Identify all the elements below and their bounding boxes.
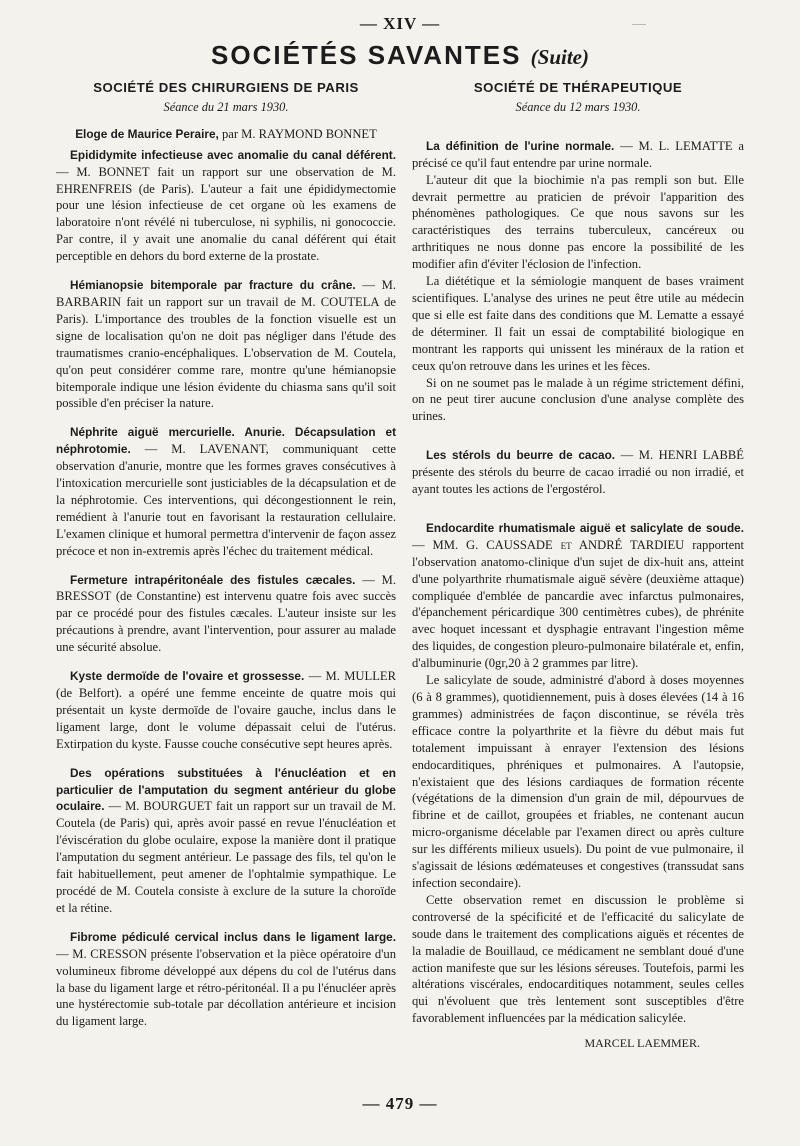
article-text: fait un rapport sur un travail de M. Coutela (de Paris) qui, après avoir passé en revue l'énucléation et l'éviscération du globe oculaire, expose la manière dont il pratique l'amputation du segment antérieur. Le passage des fils, tel qu'on le fait habituellement, peut amener de l'ophtalmie sympathique. Le procédé de M. Coutela consiste à exclure de la suture la choroïde et la rétine. [56,799,396,915]
article-sterols [412,447,744,498]
article-item [56,572,396,657]
article-text: a précisé ce qu'il faut entendre par urine normale. [412,138,744,170]
article-author: — M. BARBARIN [56,278,396,309]
article-text: fait un rapport sur un travail de M. COUTELA de Paris). L'importance des troubles de la fonction visuelle est un signe de localisation qu'on ne doit pas négliger dans l'étude des traumatismes cranio-encéphaliques. L'observation de M. Coutela, qu'on peut considérer comme rare, montre qu'une hémianopsie bitemporale indique une lésion évidente du chiasma sans qu'il soit possible d'en préciser la nature. [56,294,396,411]
article-author: — M. BONNET [56,164,150,179]
eloge-line [56,126,396,143]
signature: MARCEL LAEMMER. [584,1036,700,1051]
article-item [56,668,396,753]
paragraph: Cette observation remet en discussion le problème si controversé de la spécificité et de l'efficacité du salicylate de soude dans le traitement des complications aiguës et récentes de la maladie de Bouillaud, ce médicament ne semblant doué d'une action manifeste que sur les lésions séreuses. Toutefois, parmi les altérations viscérales, endocarditiques notamment, seules celles qui n'évoluent que très lentement sont susceptibles d'être favorablement influencées par la médication salicylée. [412,892,744,1026]
paragraph: La diététique et la sémiologie manquent de bases vraiment scientifiques. L'analyse des urines ne peut être utile au médecin que si elle est faite dans des conditions que M. Lematte a essayé de déterminer. Il fait un essai de comptabilité biologique en montrant les rapports qui unissent les minéraux de la ration et ceux qu'on retrouve dans les urines et les fèces. [412,274,744,373]
article-endocardite [412,520,744,672]
article-author: — M. CRESSON [56,946,147,961]
page-title [0,40,800,71]
article-head: Fermeture intrapéritonéale des fistules cæcales. [70,572,356,587]
margin-mark [632,24,646,25]
article-text: (de Constantine) est intervenu quatre fois avec succès par ce procédé pour des fistules cæcales. L'auteur insiste sur les précautions à prendre, avant l'intervention, pour assurer au malade une sécurité absolue. [56,589,396,655]
article-text: présente l'observation et la pièce opératoire d'un volumineux fibrome développé aux dépens du col de l'utérus dans la base du ligament large et rétro-péritonéal. Il a pu l'énucléer après une hystérectomie sub-totale par décollation antérieure et incision du ligament large. [56,946,396,1029]
eloge-head: Eloge de Maurice Peraire, [75,126,219,141]
article-text: rapportent l'observation anatomo-clinique d'un sujet de dix-huit ans, atteint d'une polyarthrite rhumatismale aiguë sévère (deuxième attaque) compliquée d'emblée de pancardie avec infarctus pulmonaires, d'épanchement péricardique 300 centimètres cubes), de phrénite avec hoquet incessant et dysphagie entravant l'ingestion même des liquides, de congestion pleuro-pulmonaire bilatérale et, enfin, d'albuminurie (0gr,20 à 2 grammes par litre). [412,537,744,671]
article-head: Endocardite rhumatismale aiguë et salicylate de soude. [426,520,744,535]
article-head: Epididymite infectieuse avec anomalie du canal déférent. [70,147,396,162]
article-author: — M. MULLER [308,669,396,684]
article-text: fait un rapport sur une observation de M. EHRENFREIS (de Paris). L'auteur a fait une épididymectomie pour une lésion infectieuse de cet organe où les examens de laboratoire n'ont révélé ni tuberculose, ni syphilis, ni gonococcie. Par contre, il y avait une anomalie du canal déférent qui était perceptible en dehors du bord externe de la prostate. [56,164,396,264]
roman-page-number: — XIV — [359,14,441,33]
article-urine [412,138,744,172]
article-author: — M. HENRI LABBÉ [620,448,744,463]
article-text: présente des stérols du beurre de cacao irradié ou non irradié, et ayant toutes les actions de l'ergostérol. [412,465,744,497]
article-item [56,147,396,265]
title-text: SOCIÉTÉS SAVANTES [211,40,522,70]
article-item [56,765,396,917]
article-head: Hémianopsie bitemporale par fracture du crâne. [70,278,356,293]
seance-date-left: Séance du 21 mars 1930. [163,99,289,114]
article-author: — M. BOURGUET [108,799,212,814]
article-item [56,277,396,412]
article-text: communiquant cette observation d'anurie, montre que les formes graves consécutives à l'intoxication mercurielle sont justiciables de la décapsulation et de la néphrotomie. Ces interventions, qui décongestionnent le rein, remédient à l'anurie tout en favorisant la restauration cellulaire. L'examen clinique et humoral permettra d'intervenir de façon assez précoce et non in-extremis après l'échec du traitement médical. [56,442,396,558]
eloge-author: par M. RAYMOND BONNET [221,126,377,141]
article-text: (de Belfort). a opéré une femme enceinte de quatre mois qui présentait un kyste dermoïde de l'ovaire gauche, inclus dans le ligament large, dont le volume dépassait celui de l'utérus. Extirpation du kyste. Fausse couche consécutive sept heures après. [56,686,396,751]
seance-date-right: Séance du 12 mars 1930. [515,99,641,114]
left-articles [56,147,396,1031]
article-author: — M. LAVENANT, [144,442,269,457]
article-head: Des opérations substituées à l'énucléation et en particulier de l'amputation du segment antérieur du globe oculaire. [56,765,396,814]
left-column [56,80,396,1042]
society-title-right: SOCIÉTÉ DE THÉRAPEUTIQUE [473,80,683,95]
paragraph: L'auteur dit que la biochimie n'a pas rempli son but. Elle devrait permettre au praticien de prévoir l'apparition des phénomènes pathologiques. Ce que nous savons sur les caractéristiques des terrains tuberculeux, cancéreux ou arthritiques ne nous donne pas encore la possibilité de les modifier afin d'éviter l'éclosion de l'infection. [412,172,744,272]
page-number: — 479 — [362,1094,438,1113]
title-suite: (Suite) [530,45,589,69]
article-head: La définition de l'urine normale. [426,138,615,153]
article-head: Fibrome pédiculé cervical inclus dans le ligament large. [70,929,396,944]
article-head: Néphrite aiguë mercurielle. Anurie. Décapsulation et néphrotomie. [56,425,396,457]
right-column [412,80,744,1064]
paragraph: Le salicylate de soude, administré d'abord à doses moyennes (6 à 8 grammes), quotidiennement, puis à doses élevées (14 à 16 grammes) administrées de façon discontinue, se révéla très efficace contre la polyarthrite et la fièvre du début mais fut totalement impuissant à enrayer l'extension des lésions endocarditiques, phréniques et pulmonaires. A l'autopsie, n'existaient que des lésions cardiaques de formation récente (végétations de la dimension d'un grain de mil, dépourvues de fibrine et de caillot, groupées et friables, ne contenant aucun micro-organisme décelable par l'examen direct ou après culture sur les différents milieux usuels). Du point de vue pulmonaire, il s'agissait de lésions œdémateuses et congestives (transsudat sans infection secondaire). [412,673,744,890]
article-head: Les stérols du beurre de cacao. [426,448,616,463]
article-item [56,424,396,559]
paragraph: Si on ne soumet pas le malade à un régime strictement défini, on ne peut tirer aucune conclusion d'une analyse complète des urines. [412,375,744,424]
article-item [56,929,396,1030]
article-author: — MM. G. CAUSSADE et ANDRÉ TARDIEU [412,537,685,552]
society-title-left: SOCIÉTÉ DES CHIRURGIENS DE PARIS [93,80,359,95]
article-head: Kyste dermoïde de l'ovaire et grossesse. [70,669,305,684]
article-author: — M. L. LEMATTE [620,138,733,153]
article-author: — M. BRESSOT [56,572,396,604]
